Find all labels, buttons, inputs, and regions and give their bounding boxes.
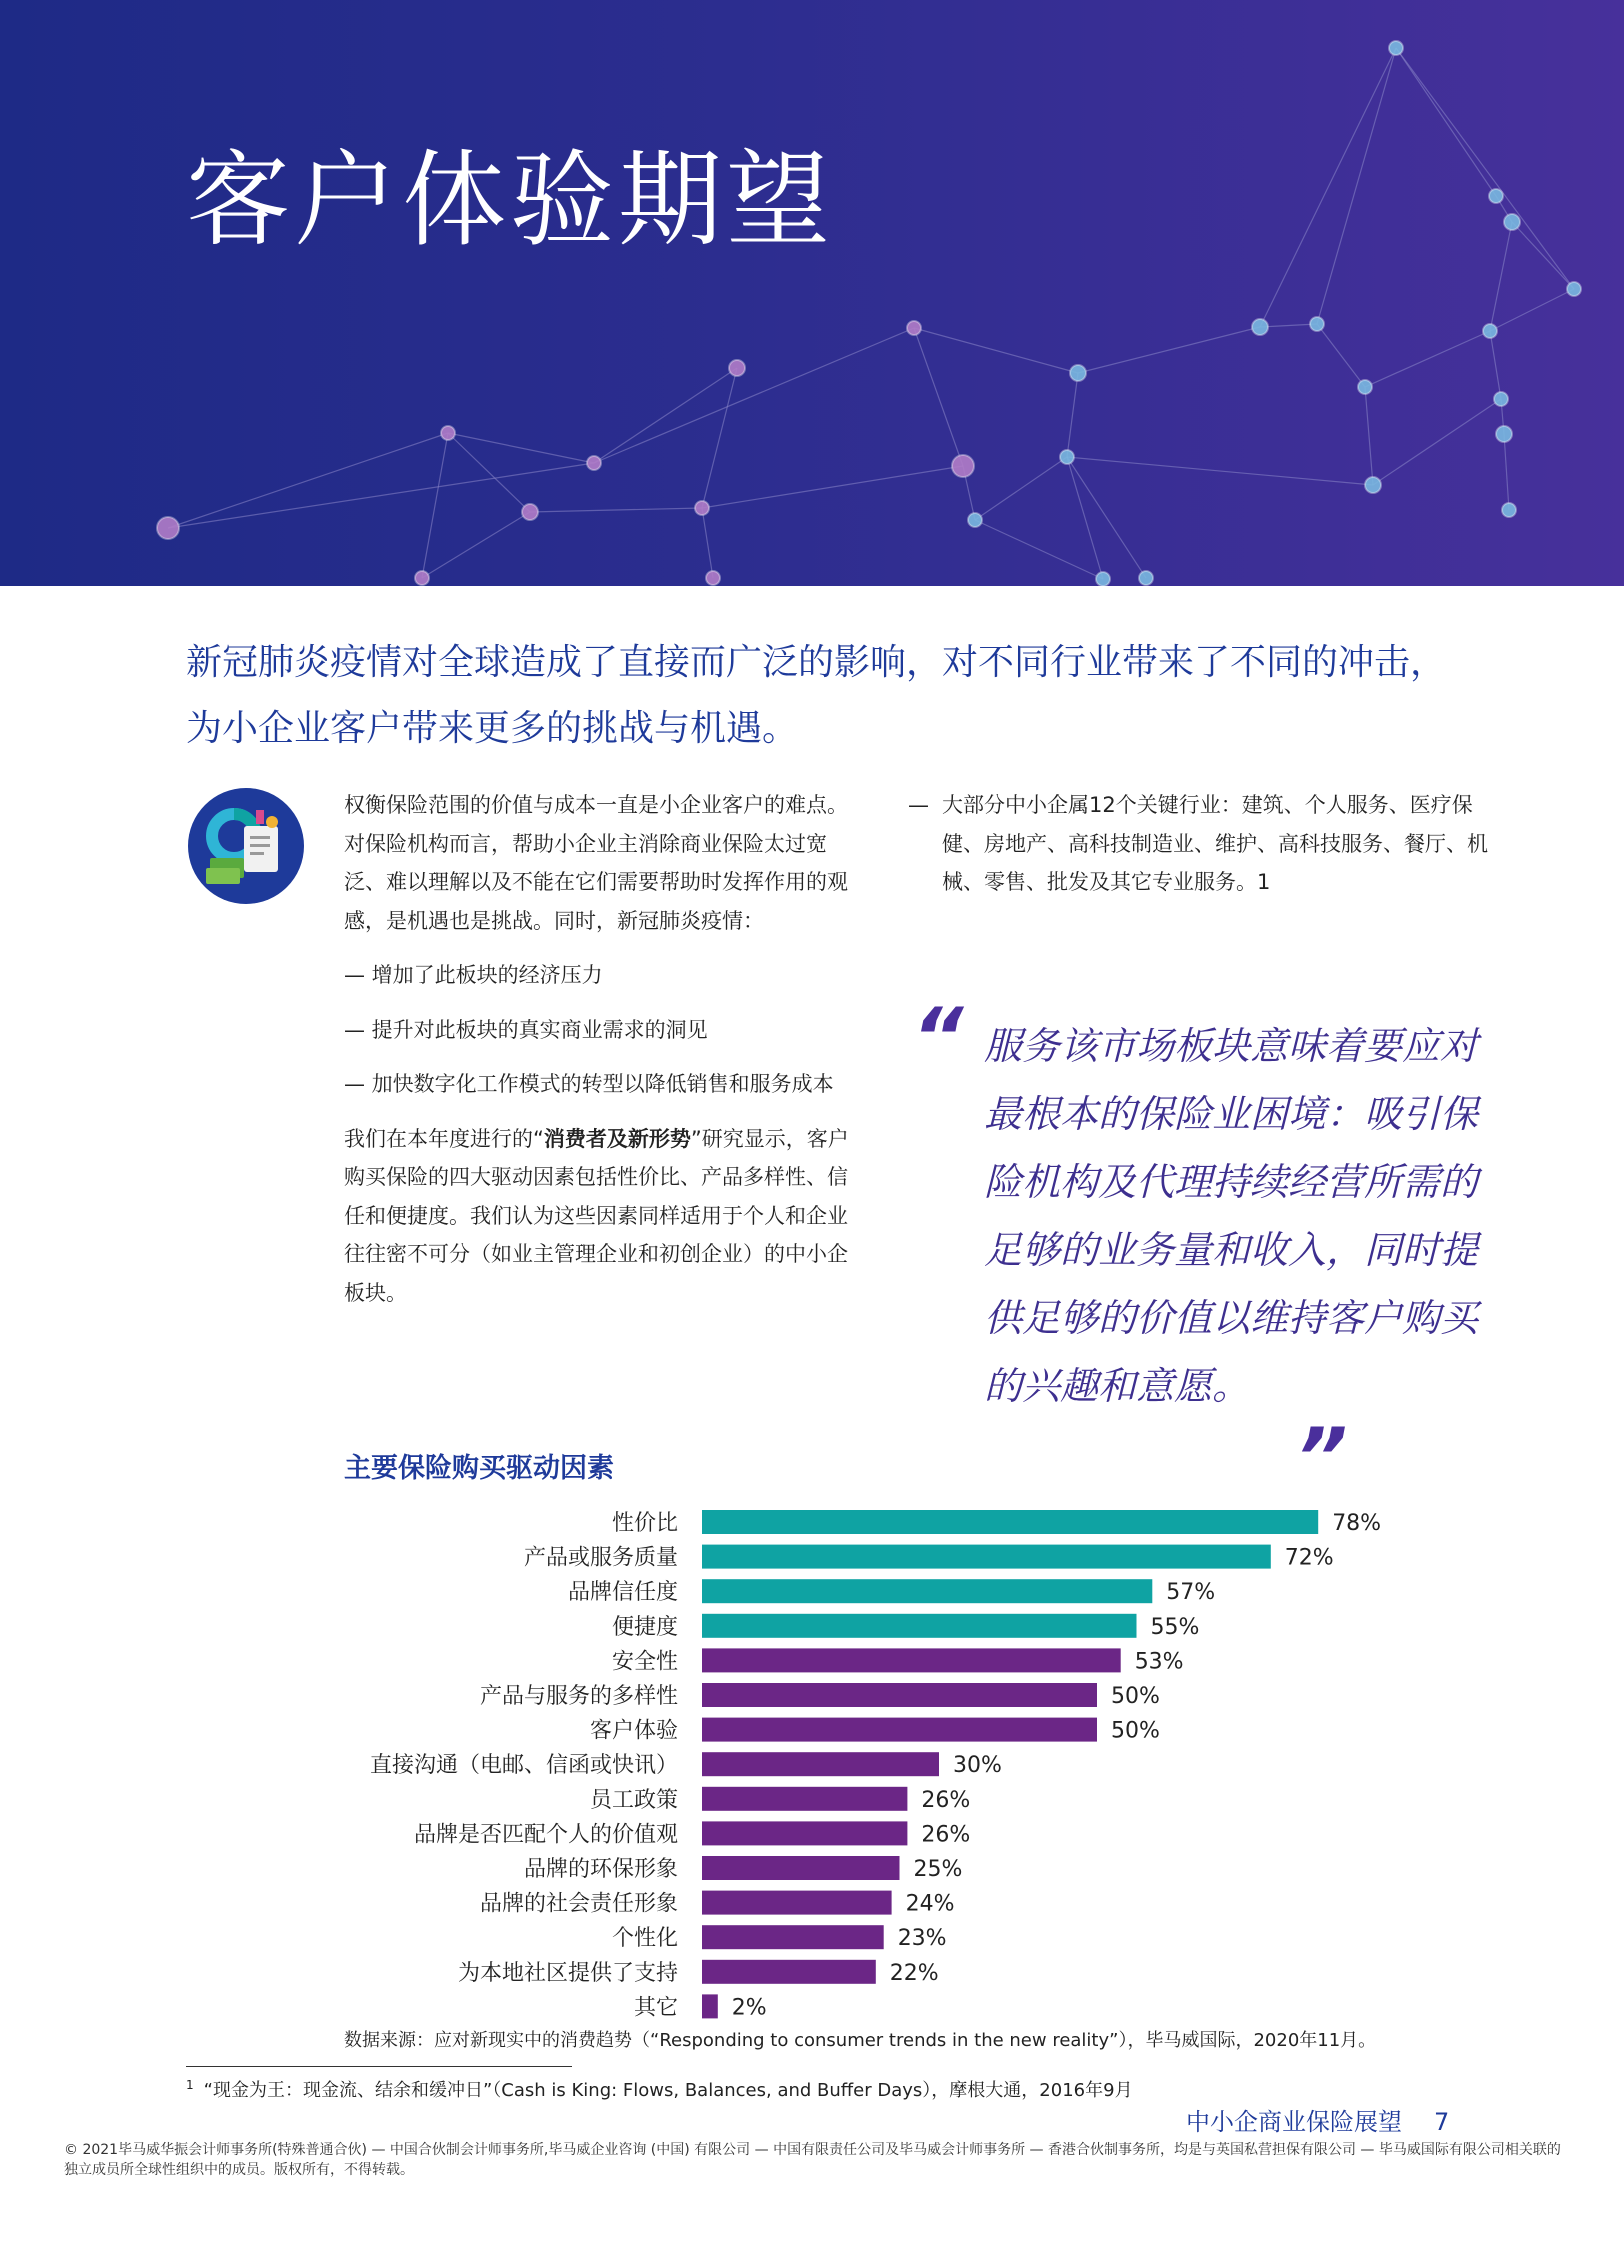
bullet-digital: — 加快数字化工作模式的转型以降低销售和服务成本	[344, 1072, 834, 1096]
lead-line-1: 新冠肺炎疫情对全球造成了直接而广泛的影响，对不同行业带来了不同的冲击，	[186, 642, 1447, 683]
network-node	[1494, 392, 1508, 406]
bar	[702, 1994, 718, 2018]
network-node	[415, 571, 429, 585]
network-node	[1070, 365, 1086, 381]
category-label: 产品与服务的多样性	[479, 1684, 678, 1709]
research-bold: 消费者及新形势	[543, 1126, 691, 1151]
network-node	[1489, 189, 1503, 203]
bar	[702, 1718, 1097, 1742]
insurance-badge-icon	[186, 786, 306, 906]
category-label: 客户体验	[589, 1718, 678, 1744]
value-label: 25%	[913, 1857, 963, 1882]
network-node	[441, 426, 455, 440]
lead-paragraph	[186, 630, 1486, 762]
category-label: 直接沟通（电邮、信函或快讯）	[369, 1753, 678, 1779]
footnote-number: 1	[186, 2078, 194, 2092]
network-node	[706, 571, 720, 585]
research-after: ”研究显示，客户购买保险的四大驱动因素包括性价比、产品多样性、信任和便捷度。我们认为这些因素同样适用于个人和企业往往密不可分（如业主管理企业和初创企业）的中小企板块。	[344, 1126, 849, 1305]
network-node	[1365, 477, 1381, 493]
value-label: 55%	[1150, 1614, 1200, 1640]
footnote-text: “现金为王：现金流、结余和缓冲日”（Cash is King: Flows, Balances, and Buffer Days），摩根大通，2016年9月	[203, 2080, 1133, 2101]
network-node	[1567, 282, 1581, 296]
bar	[702, 1579, 1152, 1603]
network-node	[1504, 214, 1520, 230]
bar	[702, 1545, 1271, 1569]
research-text	[344, 1120, 864, 1313]
network-graphic	[0, 0, 1624, 586]
value-label: 50%	[1111, 1684, 1160, 1709]
network-node	[1310, 317, 1324, 331]
category-label: 个性化	[611, 1926, 678, 1952]
category-label: 安全性	[611, 1649, 678, 1675]
network-node	[1483, 324, 1497, 338]
bullet-insight: — 提升对此板块的真实商业需求的洞见	[344, 1017, 708, 1042]
value-label: 50%	[1111, 1718, 1160, 1744]
lead-line-2: 为小企业客户带来更多的挑战与机遇。	[186, 708, 799, 749]
network-link	[422, 512, 530, 578]
category-label: 产品或服务质量	[523, 1545, 678, 1571]
chart-title: 主要保险购买驱动因素	[344, 1453, 614, 1484]
value-label: 26%	[921, 1822, 971, 1848]
category-label: 员工政策	[589, 1787, 678, 1813]
research-before: 我们在本年度进行的“	[344, 1126, 544, 1151]
network-node	[1252, 319, 1268, 335]
network-link	[1067, 373, 1078, 457]
network-link	[975, 457, 1067, 520]
network-node	[907, 321, 921, 335]
bullet-economic: — 增加了此板块的经济压力	[344, 963, 603, 987]
network-node	[157, 517, 179, 539]
network-node	[522, 504, 538, 520]
bar	[702, 1891, 892, 1915]
category-label: 便捷度	[611, 1614, 678, 1640]
network-link	[1396, 48, 1574, 289]
quote-mark-close: ”	[1296, 1411, 1348, 1504]
network-link	[975, 520, 1103, 579]
bar	[702, 1614, 1137, 1638]
industries-text: 大部分中小企属12个关键行业：建筑、个人服务、医疗保健、房地产、高科技制造业、维护、高科技服务、餐厅、机械、零售、批发及其它专业服务。1	[942, 793, 1488, 894]
network-link	[168, 433, 448, 528]
network-link	[1067, 457, 1146, 578]
value-label: 23%	[897, 1926, 947, 1952]
bar	[702, 1856, 900, 1880]
category-label: 品牌信任度	[567, 1580, 678, 1606]
value-label: 24%	[905, 1891, 955, 1917]
network-link	[1490, 222, 1512, 331]
bar	[702, 1925, 884, 1949]
bar	[702, 1787, 907, 1811]
network-link	[914, 328, 963, 466]
network-link	[702, 466, 963, 508]
value-label: 2%	[731, 1995, 767, 2020]
industries-bullet	[908, 786, 1508, 902]
network-node	[1389, 41, 1403, 55]
network-node	[695, 501, 709, 515]
category-label: 为本地社区提供了支持	[457, 1960, 678, 1986]
network-node	[1060, 450, 1074, 464]
network-link	[1512, 222, 1574, 289]
value-label: 57%	[1166, 1580, 1216, 1606]
network-link	[1078, 327, 1260, 373]
network-link	[422, 433, 448, 578]
network-node	[729, 360, 745, 376]
intro-text: 权衡保险范围的价值与成本一直是小企业客户的难点。对保险机构而言，帮助小企业主消除商业保险太过宽泛、难以理解以及不能在它们需要帮助时发挥作用的观感，是机遇也是挑战。同时，新冠肺炎疫情：	[344, 793, 848, 933]
data-source: 数据来源：应对新现实中的消费趋势（“Responding to consumer trends in the new reality”），毕马威国际，2020年11月。	[344, 2030, 1377, 2051]
network-link	[1373, 399, 1501, 485]
network-link	[1490, 331, 1501, 399]
page-title: 客户体验期望	[186, 139, 835, 261]
pull-quote: 服务该市场板块意味着要应对最根本的保险业困境：吸引保险机构及代理持续经营所需的足够的业务量和收入，同时提供足够的价值以维持客户购买的兴趣和意愿。	[984, 1024, 1479, 1408]
bar	[702, 1510, 1318, 1534]
network-link	[594, 328, 914, 463]
category-label: 其它	[633, 1995, 678, 2020]
bullet-dash: —	[908, 793, 929, 817]
network-node	[952, 455, 974, 477]
value-label: 30%	[953, 1753, 1002, 1779]
bar	[702, 1683, 1097, 1707]
network-link	[1490, 289, 1574, 331]
network-node	[1502, 503, 1516, 517]
bar	[702, 1752, 939, 1776]
network-link	[702, 368, 737, 508]
network-link	[1067, 457, 1103, 579]
bar	[702, 1648, 1121, 1672]
value-label: 26%	[921, 1787, 971, 1813]
category-label: 品牌的社会责任形象	[479, 1891, 678, 1917]
footnote-divider	[186, 2066, 572, 2067]
value-label: 22%	[889, 1960, 939, 1986]
network-link	[448, 433, 530, 512]
network-link	[1317, 324, 1365, 387]
network-link	[1504, 434, 1509, 510]
quote-mark-open: “	[912, 991, 964, 1084]
network-node	[968, 513, 982, 527]
network-link	[594, 368, 737, 463]
drivers-bar-chart	[0, 1500, 1624, 2020]
network-link	[530, 508, 702, 512]
category-label: 品牌的环保形象	[523, 1857, 678, 1882]
legal-notice: © 2021毕马威华振会计师事务所(特殊普通合伙) — 中国合伙制会计师事务所,毕马威企业咨询 (中国) 有限公司 — 中国有限责任公司及毕马威会计师事务所 — 香港合伙制事务所，均是与英国私营担保有限公司 — 毕马威国际有限公司相关联的独立成员所全球性组织中的成员。版权所有，不得转载。	[64, 2142, 1561, 2178]
network-node	[587, 456, 601, 470]
value-label: 72%	[1284, 1545, 1334, 1571]
page-footer	[1186, 2102, 1449, 2137]
network-node	[1139, 571, 1153, 585]
body-left-column	[344, 786, 864, 1328]
footnote	[186, 2076, 1133, 2102]
category-label: 性价比	[611, 1511, 678, 1536]
page-number: 7	[1434, 2108, 1450, 2136]
network-link	[702, 508, 713, 578]
bar	[702, 1960, 876, 1984]
network-link	[1365, 331, 1490, 387]
network-node	[1096, 572, 1110, 586]
hero-banner	[0, 0, 1624, 586]
network-link	[1365, 387, 1373, 485]
network-node	[1358, 380, 1372, 394]
network-link	[1396, 48, 1496, 196]
network-node	[1496, 426, 1512, 442]
bar	[702, 1821, 907, 1845]
value-label: 53%	[1134, 1649, 1184, 1675]
value-label: 78%	[1332, 1511, 1382, 1536]
category-label: 品牌是否匹配个人的价值观	[413, 1822, 678, 1848]
footer-title: 中小企商业保险展望	[1186, 2108, 1402, 2136]
network-link	[448, 433, 594, 463]
network-link	[914, 328, 1078, 373]
network-link	[1067, 457, 1373, 485]
